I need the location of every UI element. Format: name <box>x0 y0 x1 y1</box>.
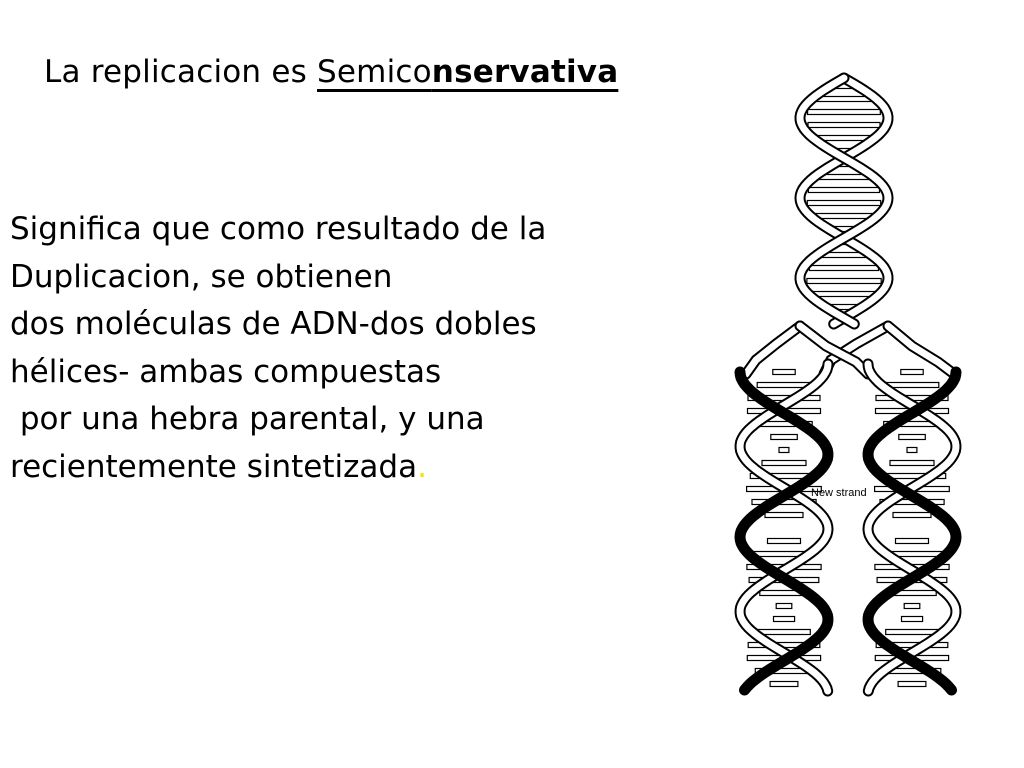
trailing-period: . <box>417 448 427 485</box>
base-pair <box>809 266 878 271</box>
title-emphasis <box>317 54 618 90</box>
base-pair <box>902 617 923 622</box>
fork-strand <box>800 326 868 374</box>
base-pair <box>773 370 795 375</box>
base-pair <box>807 201 880 206</box>
base-pair <box>757 383 811 388</box>
base-pair <box>896 539 929 544</box>
fork-strand <box>746 326 800 374</box>
base-pair <box>901 370 923 375</box>
base-pair <box>771 435 798 440</box>
title-prefix: La replicacion es <box>44 54 318 90</box>
base-pairs <box>747 84 950 687</box>
fork-strand <box>888 326 954 374</box>
body-line: Duplicacion, se obtienen <box>10 258 393 295</box>
base-pair <box>814 292 875 297</box>
base-pair <box>816 214 873 219</box>
base-pair <box>774 617 795 622</box>
base-pair <box>819 175 870 180</box>
base-pair <box>898 682 926 687</box>
base-pair <box>808 123 880 128</box>
base-pair <box>886 630 939 635</box>
base-pair <box>762 461 806 466</box>
base-pair <box>779 448 789 453</box>
body-line-last <box>10 444 670 492</box>
base-pair <box>770 682 798 687</box>
base-pair <box>885 383 939 388</box>
title-emphasis-bold: nservativa <box>431 54 619 90</box>
base-pair <box>768 539 801 544</box>
base-pair <box>808 110 881 115</box>
base-pair <box>818 136 871 141</box>
base-pair <box>765 513 803 518</box>
base-pair <box>808 188 879 193</box>
body-line: dos moléculas de ADN-dos dobles <box>10 306 537 342</box>
base-pair <box>893 513 931 518</box>
body-line: por una hebra parental, y una <box>10 401 485 437</box>
body-line: Significa que como resultado de la <box>10 211 547 247</box>
body-line: hélices- ambas compuestas <box>10 353 442 390</box>
body-line-last-text: recientemente sintetizada <box>10 448 418 485</box>
base-pair <box>776 604 792 609</box>
base-pair <box>758 630 811 635</box>
base-pair <box>807 279 881 284</box>
base-pair <box>899 435 926 440</box>
title-emphasis-plain: Semico <box>317 54 432 90</box>
new-strand-label: New strand <box>811 487 867 499</box>
dna-replication-figure <box>716 64 976 704</box>
base-pair <box>817 97 872 102</box>
base-pair <box>907 448 917 453</box>
base-pair <box>890 461 934 466</box>
base-pair <box>904 604 920 609</box>
body-paragraph <box>10 206 670 491</box>
slide-title <box>44 50 618 94</box>
